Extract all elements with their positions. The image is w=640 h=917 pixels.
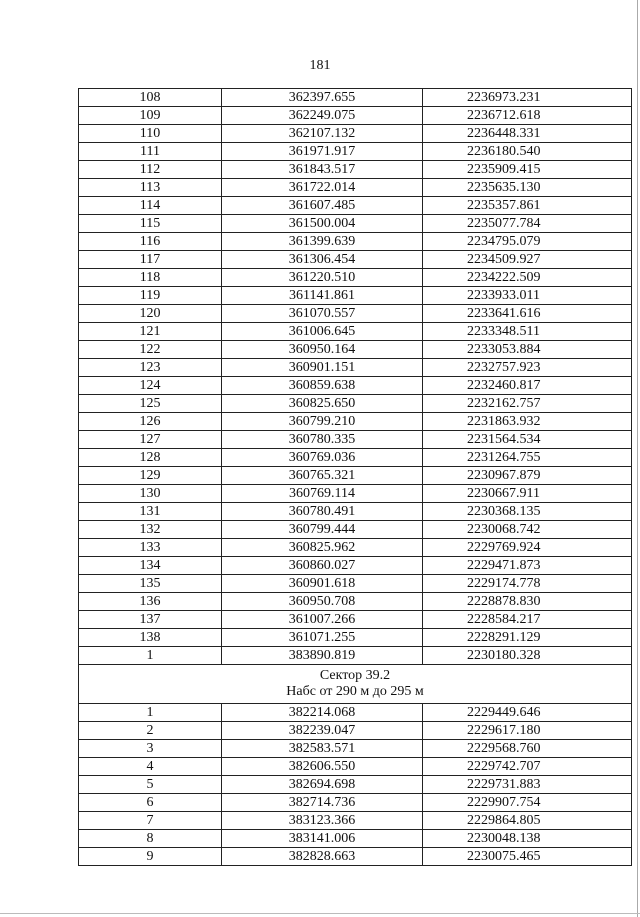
y-coordinate-cell: 2231863.932 <box>423 413 632 431</box>
x-coordinate-cell: 361141.861 <box>222 287 423 305</box>
y-coordinate-cell: 2232757.923 <box>423 359 632 377</box>
x-coordinate-cell: 361722.014 <box>222 179 423 197</box>
table-row <box>79 830 632 848</box>
point-number-cell: 112 <box>79 161 222 179</box>
x-coordinate-cell: 360901.618 <box>222 575 423 593</box>
table-row <box>79 485 632 503</box>
scan-edge-bottom <box>0 913 640 914</box>
y-coordinate-cell: 2229864.805 <box>423 812 632 830</box>
table-row <box>79 125 632 143</box>
table-row <box>79 758 632 776</box>
section-title: Сектор 39.2 <box>319 668 391 683</box>
x-coordinate-cell: 360825.962 <box>222 539 423 557</box>
point-number-cell: 127 <box>79 431 222 449</box>
table-row <box>79 539 632 557</box>
y-coordinate-cell: 2230048.138 <box>423 830 632 848</box>
y-coordinate-cell: 2233933.011 <box>423 287 632 305</box>
x-coordinate-cell: 360765.321 <box>222 467 423 485</box>
y-coordinate-cell: 2229617.180 <box>423 722 632 740</box>
x-coordinate-cell: 360799.210 <box>222 413 423 431</box>
point-number-cell: 8 <box>79 830 222 848</box>
x-coordinate-cell: 360860.027 <box>222 557 423 575</box>
y-coordinate-cell: 2229742.707 <box>423 758 632 776</box>
x-coordinate-cell: 362397.655 <box>222 89 423 107</box>
y-coordinate-cell: 2229449.646 <box>423 704 632 722</box>
coordinates-table <box>78 88 632 866</box>
y-coordinate-cell: 2236180.540 <box>423 143 632 161</box>
table-row <box>79 704 632 722</box>
x-coordinate-cell: 361070.557 <box>222 305 423 323</box>
x-coordinate-cell: 382214.068 <box>222 704 423 722</box>
point-number-cell: 9 <box>79 848 222 866</box>
x-coordinate-cell: 382694.698 <box>222 776 423 794</box>
point-number-cell: 118 <box>79 269 222 287</box>
table-row <box>79 323 632 341</box>
x-coordinate-cell: 383141.006 <box>222 830 423 848</box>
x-coordinate-cell: 361607.485 <box>222 197 423 215</box>
x-coordinate-cell: 360950.708 <box>222 593 423 611</box>
x-coordinate-cell: 361500.004 <box>222 215 423 233</box>
y-coordinate-cell: 2229471.873 <box>423 557 632 575</box>
point-number-cell: 135 <box>79 575 222 593</box>
y-coordinate-cell: 2236448.331 <box>423 125 632 143</box>
y-coordinate-cell: 2229174.778 <box>423 575 632 593</box>
point-number-cell: 2 <box>79 722 222 740</box>
point-number-cell: 129 <box>79 467 222 485</box>
y-coordinate-cell: 2230075.465 <box>423 848 632 866</box>
x-coordinate-cell: 361006.645 <box>222 323 423 341</box>
point-number-cell: 1 <box>79 647 222 665</box>
point-number-cell: 113 <box>79 179 222 197</box>
x-coordinate-cell: 360825.650 <box>222 395 423 413</box>
table-row <box>79 812 632 830</box>
point-number-cell: 3 <box>79 740 222 758</box>
x-coordinate-cell: 360769.036 <box>222 449 423 467</box>
x-coordinate-cell: 360901.151 <box>222 359 423 377</box>
x-coordinate-cell: 360769.114 <box>222 485 423 503</box>
x-coordinate-cell: 360780.491 <box>222 503 423 521</box>
table-row <box>79 179 632 197</box>
table-body-section <box>79 704 632 866</box>
table-row <box>79 197 632 215</box>
table-body-main <box>79 89 632 665</box>
point-number-cell: 4 <box>79 758 222 776</box>
point-number-cell: 115 <box>79 215 222 233</box>
section-header-group <box>79 665 632 704</box>
y-coordinate-cell: 2231564.534 <box>423 431 632 449</box>
x-coordinate-cell: 362249.075 <box>222 107 423 125</box>
x-coordinate-cell: 382239.047 <box>222 722 423 740</box>
y-coordinate-cell: 2236712.618 <box>423 107 632 125</box>
table-row <box>79 359 632 377</box>
table-row <box>79 593 632 611</box>
section-header-row <box>79 665 632 704</box>
x-coordinate-cell: 361306.454 <box>222 251 423 269</box>
table-row <box>79 89 632 107</box>
table-row <box>79 413 632 431</box>
table-row <box>79 776 632 794</box>
table-row <box>79 740 632 758</box>
y-coordinate-cell: 2230368.135 <box>423 503 632 521</box>
point-number-cell: 137 <box>79 611 222 629</box>
x-coordinate-cell: 361399.639 <box>222 233 423 251</box>
y-coordinate-cell: 2235635.130 <box>423 179 632 197</box>
point-number-cell: 123 <box>79 359 222 377</box>
table-row <box>79 722 632 740</box>
y-coordinate-cell: 2234795.079 <box>423 233 632 251</box>
table-row <box>79 251 632 269</box>
point-number-cell: 116 <box>79 233 222 251</box>
y-coordinate-cell: 2234509.927 <box>423 251 632 269</box>
table-row <box>79 794 632 812</box>
scan-edge-right <box>637 0 638 917</box>
point-number-cell: 125 <box>79 395 222 413</box>
point-number-cell: 114 <box>79 197 222 215</box>
table-row <box>79 503 632 521</box>
table-row <box>79 431 632 449</box>
y-coordinate-cell: 2231264.755 <box>423 449 632 467</box>
y-coordinate-cell: 2235909.415 <box>423 161 632 179</box>
y-coordinate-cell: 2229769.924 <box>423 539 632 557</box>
x-coordinate-cell: 360799.444 <box>222 521 423 539</box>
point-number-cell: 121 <box>79 323 222 341</box>
y-coordinate-cell: 2230068.742 <box>423 521 632 539</box>
y-coordinate-cell: 2228584.217 <box>423 611 632 629</box>
point-number-cell: 110 <box>79 125 222 143</box>
y-coordinate-cell: 2228878.830 <box>423 593 632 611</box>
table-row <box>79 575 632 593</box>
point-number-cell: 111 <box>79 143 222 161</box>
point-number-cell: 133 <box>79 539 222 557</box>
point-number-cell: 130 <box>79 485 222 503</box>
table-row <box>79 305 632 323</box>
x-coordinate-cell: 361071.255 <box>222 629 423 647</box>
table-row <box>79 557 632 575</box>
x-coordinate-cell: 362107.132 <box>222 125 423 143</box>
x-coordinate-cell: 360950.164 <box>222 341 423 359</box>
point-number-cell: 128 <box>79 449 222 467</box>
y-coordinate-cell: 2229907.754 <box>423 794 632 812</box>
table-row <box>79 848 632 866</box>
y-coordinate-cell: 2235077.784 <box>423 215 632 233</box>
table-row <box>79 233 632 251</box>
y-coordinate-cell: 2228291.129 <box>423 629 632 647</box>
x-coordinate-cell: 361220.510 <box>222 269 423 287</box>
table-row <box>79 341 632 359</box>
point-number-cell: 5 <box>79 776 222 794</box>
y-coordinate-cell: 2234222.509 <box>423 269 632 287</box>
table-row <box>79 611 632 629</box>
y-coordinate-cell: 2229568.760 <box>423 740 632 758</box>
table-row <box>79 395 632 413</box>
x-coordinate-cell: 382714.736 <box>222 794 423 812</box>
point-number-cell: 134 <box>79 557 222 575</box>
point-number-cell: 7 <box>79 812 222 830</box>
point-number-cell: 1 <box>79 704 222 722</box>
x-coordinate-cell: 361971.917 <box>222 143 423 161</box>
point-number-cell: 138 <box>79 629 222 647</box>
point-number-cell: 132 <box>79 521 222 539</box>
table-row <box>79 287 632 305</box>
x-coordinate-cell: 382583.571 <box>222 740 423 758</box>
x-coordinate-cell: 383890.819 <box>222 647 423 665</box>
table-row <box>79 377 632 395</box>
y-coordinate-cell: 2235357.861 <box>423 197 632 215</box>
y-coordinate-cell: 2233641.616 <box>423 305 632 323</box>
y-coordinate-cell: 2233053.884 <box>423 341 632 359</box>
table-row <box>79 629 632 647</box>
table-row <box>79 647 632 665</box>
point-number-cell: 108 <box>79 89 222 107</box>
table-row <box>79 269 632 287</box>
y-coordinate-cell: 2236973.231 <box>423 89 632 107</box>
point-number-cell: 136 <box>79 593 222 611</box>
table-row <box>79 107 632 125</box>
table-row <box>79 449 632 467</box>
point-number-cell: 120 <box>79 305 222 323</box>
page-number: 181 <box>309 58 331 73</box>
x-coordinate-cell: 361007.266 <box>222 611 423 629</box>
y-coordinate-cell: 2233348.511 <box>423 323 632 341</box>
section-header <box>79 665 632 704</box>
x-coordinate-cell: 360859.638 <box>222 377 423 395</box>
x-coordinate-cell: 361843.517 <box>222 161 423 179</box>
point-number-cell: 6 <box>79 794 222 812</box>
table-row <box>79 467 632 485</box>
section-subtitle: Набс от 290 м до 295 м <box>286 684 424 699</box>
point-number-cell: 131 <box>79 503 222 521</box>
table-row <box>79 215 632 233</box>
x-coordinate-cell: 383123.366 <box>222 812 423 830</box>
point-number-cell: 109 <box>79 107 222 125</box>
x-coordinate-cell: 382828.663 <box>222 848 423 866</box>
x-coordinate-cell: 382606.550 <box>222 758 423 776</box>
y-coordinate-cell: 2229731.883 <box>423 776 632 794</box>
point-number-cell: 124 <box>79 377 222 395</box>
y-coordinate-cell: 2230967.879 <box>423 467 632 485</box>
y-coordinate-cell: 2232460.817 <box>423 377 632 395</box>
point-number-cell: 119 <box>79 287 222 305</box>
point-number-cell: 122 <box>79 341 222 359</box>
x-coordinate-cell: 360780.335 <box>222 431 423 449</box>
y-coordinate-cell: 2232162.757 <box>423 395 632 413</box>
point-number-cell: 117 <box>79 251 222 269</box>
point-number-cell: 126 <box>79 413 222 431</box>
table-row <box>79 143 632 161</box>
table-row <box>79 161 632 179</box>
table-row <box>79 521 632 539</box>
y-coordinate-cell: 2230180.328 <box>423 647 632 665</box>
y-coordinate-cell: 2230667.911 <box>423 485 632 503</box>
